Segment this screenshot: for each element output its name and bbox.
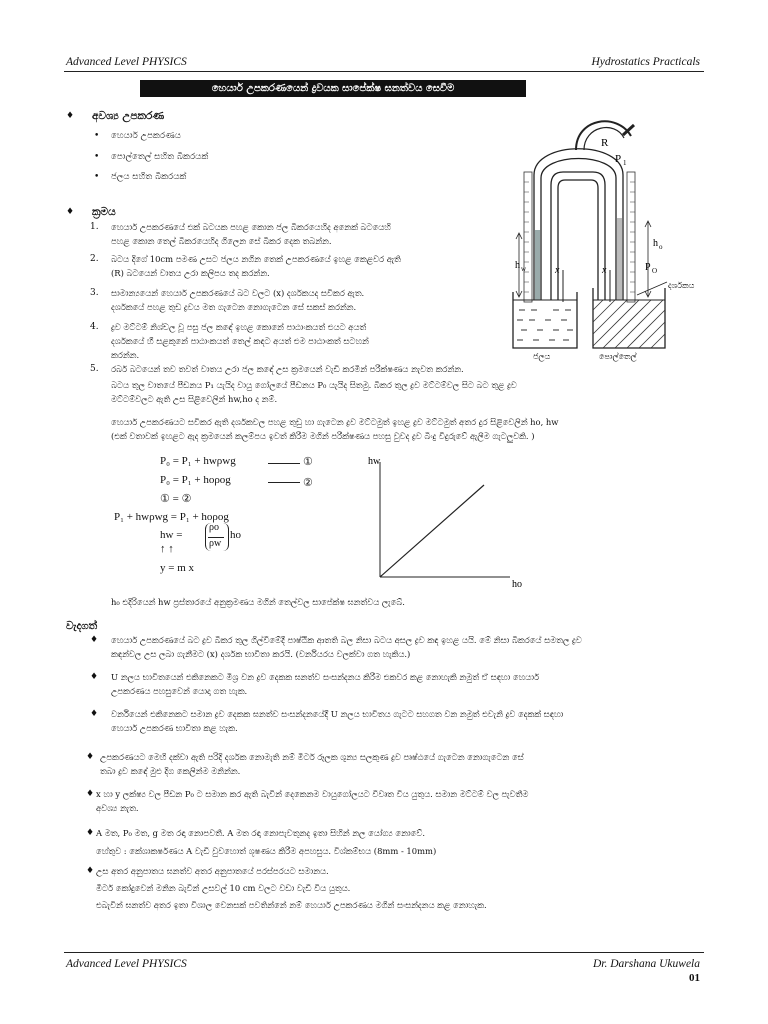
header-left: Advanced Level PHYSICS xyxy=(66,56,187,68)
note-item: උපකරණය පහසුවෙන් යොදා ගත හැක. xyxy=(111,686,248,696)
apparatus-item: පොල්තෙල් සහිත බීකරයක් xyxy=(111,152,209,162)
equation-5-lhs: hw = xyxy=(160,529,183,541)
step-text: සාමාන්‍යයෙන් හෙයාර් උපකරණයේ බට වලට (x) දර්ශකයද සවිකර ඇත. xyxy=(111,288,365,298)
label-ho: h xyxy=(653,238,658,249)
footer-right: Dr. Darshana Ukuwela xyxy=(592,958,700,970)
step-text: කරන්න. xyxy=(111,350,140,360)
notes-heading: වැදගත් xyxy=(66,620,98,632)
bullet-icon: ♦ xyxy=(66,207,75,217)
bullet-icon: • xyxy=(94,152,100,162)
method-paragraph: බටය තුල වාතයේ පීඩනය P₁ යැයිද වායු ගෝලයේ පීඩනය P₀ යැයිද සිතමු. බීකර තුල ද්‍රව මට්ටම්වල සිට බට තුළ ද්‍රව xyxy=(111,380,517,390)
label-P0: P xyxy=(645,262,651,273)
note-item: x හා y ලක්ෂ්‍ය වල පීඩන P₀ ට සමාන කර ඇති බැවින් දෙකෙනම වායුගෝලයට විවෘත විය යුතුය. සමාන මට්ටම් වල පැවතීම xyxy=(96,789,529,799)
step-number: 4. xyxy=(90,322,99,332)
equation-5-den: ρw xyxy=(209,538,222,549)
equation-2-line xyxy=(268,482,300,483)
note-item: උපකරණයට මෙහි දක්වා ඇති පරිදි දර්ශක නොමැති නම් මීටර් රූලක ශුන්‍ය සලකුණ ද්‍රව පෘෂ්ඨයේ ගැටෙන නොගැටෙන සේ xyxy=(100,752,524,762)
equation-4: P₁ + hwρwg = P₁ + hoρog xyxy=(114,511,229,523)
note-item: කඳන්වල උස ලබා ගැනීමට (x) දර්ශක භාවිතා කරයි. (වර්නියරය වලක්වා ගත හැකිය.) xyxy=(111,649,411,659)
step-number: 3. xyxy=(90,288,99,298)
step-text: පහළ කොන තෙල් බීකරයෙහිද ගිලෙන සේ බීකර දෙක තබන්න. xyxy=(111,236,332,246)
bullet-icon: ♦ xyxy=(90,672,99,682)
note-item: වර්නියෙන් එකිනෙකට සමාන ද්‍රව දෙකක ඝනත්ව සංසන්දනයේදී U නලය භාවිතය ගැටට සහගත වන නමුත් එවැනි ද්‍රව දෙකක් සඳහා xyxy=(111,709,564,719)
step-text: බටය දිගේ 10cm පමණ උසට ජලය නගින තෙක් උපකරණයේ ඉහළ කෙළවර ඇති xyxy=(111,254,401,264)
y-axis-label: hw xyxy=(368,456,381,467)
label-R: R xyxy=(601,137,609,149)
equation-5-num: ρo xyxy=(209,522,219,533)
step-text: හෙයාර් උපකරණයේ එක් බටයක පහළ කොන ජල බීකරයෙහිද අනෙක් බටයෙහි xyxy=(111,222,391,232)
equation-6: y = m x xyxy=(160,562,195,574)
apparatus-item: ජලය සහිත බීකරයක් xyxy=(111,172,187,182)
apparatus-item: හෙයාර් උපකරණය xyxy=(111,131,181,141)
bullet-icon: ♦ xyxy=(86,789,95,799)
equation-2: P₀ = P₁ + hoρog xyxy=(160,474,231,486)
label-hw-sub: w xyxy=(521,265,527,273)
label-P1: P xyxy=(615,153,622,165)
header-right: Hydrostatics Practicals xyxy=(591,56,700,68)
label-x-left: x xyxy=(555,265,560,276)
bullet-icon: ♦ xyxy=(86,752,95,762)
note-extra: උස අතර අනුපාතය ඝනත්ව අතර අනුපාතයේ පරස්පරයට සමානය. xyxy=(96,866,329,876)
equation-1-line xyxy=(268,463,300,464)
step-number: 1. xyxy=(90,222,99,232)
label-scale: දර්ශකය xyxy=(668,281,695,290)
label-oil: පොල්තෙල් xyxy=(599,352,637,361)
page-title: හෙයාර් උපකරණයෙන් ද්‍රවයක සාපේක්ෂ ඝනත්වය සෙවීම xyxy=(140,80,526,97)
note-item: A මත, P₀ මත, g මත රඳා නොපවතී. A මත රඳා නොපැවතුනද ඉතා සිහින් නල යෝග්‍ය නොවේ. xyxy=(96,828,426,838)
hare-apparatus-diagram xyxy=(505,110,705,365)
note-item: තබා ද්‍රව කඳේ මුළු දිග කෙලින්ම මනින්න. xyxy=(100,766,241,776)
note-item: U නලය භාවිතයෙන් එකිනෙකට මිශ්‍ර වන ද්‍රව දෙකක ඝනත්ව සංසන්දනය කිරීම එකවර කළ නොහැකි නමුත් ඒ සඳහා හෙයාර් xyxy=(111,672,540,682)
step-text: (R) බටයෙන් වාතය උරා කලිපය තද කරන්න. xyxy=(111,268,270,278)
equation-1: P₀ = P₁ + hwρwg xyxy=(160,455,236,467)
note-item: අවශ්‍ය නැත. xyxy=(96,803,139,813)
equation-arrows: ↑ ↑ xyxy=(160,543,174,555)
method-heading: ක්‍රමය xyxy=(92,206,116,218)
page-number: 01 xyxy=(689,972,700,984)
header-rule xyxy=(64,71,704,72)
note-item: හෙයාර් උපකරණයේ බට ද්‍රව බීකර තුල ගිල්වීමේදී පාෂ්ඨික ආතති බල නිසා බටය අසල ද්‍රව කඳ ඉහළ යයි. මේ නිසා බීකරයේ සමතල ද්‍රව xyxy=(111,635,582,645)
method-paragraph: (එක් වතාවක් ඉහළට ඇද ක්‍රමයෙන් කලම්පය ඉවත් කිරීම මගින් පරීක්ෂණය පහසු වුවද ද්‍රව බිංදු වීදුරුවේ ඇලීම ගැටලුවකි. ) xyxy=(111,431,535,441)
bullet-icon: ♦ xyxy=(86,828,95,838)
bullet-icon: ♦ xyxy=(66,111,75,121)
step-number: 2. xyxy=(90,254,99,264)
label-P1-sub: 1 xyxy=(623,159,627,167)
equation-1-tag: ① xyxy=(303,456,313,468)
label-hw: h xyxy=(515,260,520,271)
note-item: හෙයාර් උපකරණ භාවිතා කළ හැක. xyxy=(111,723,238,733)
footer-left: Advanced Level PHYSICS xyxy=(66,958,187,970)
label-ho-sub: o xyxy=(659,243,663,251)
hw-vs-ho-graph xyxy=(360,452,540,592)
note-extra: මීටර් කෝදුවෙන් මනින බැවින් උසවල් 10 cm වලට වඩා වැඩි විය යුතුය. xyxy=(96,883,351,893)
equation-2-tag: ② xyxy=(303,477,313,489)
graph-caption: h₀ එදිරියෙන් hw ප්‍රස්තාරයේ අනුක්‍රමණය මගින් තෙල්වල සාපේක්ෂ ඝනත්වය ලැබේ. xyxy=(111,597,405,607)
note-reason: හේතුව : කේශාකර්ෂණය A වැඩි වුවහොත් ශූෂණය කිරීම අපහසුය. විශ්කම්භය (8mm - 10mm) xyxy=(96,846,437,856)
step-text: දර්ශකයේ පහළ තුඩ ද්‍රවය මත ගැටෙන නොගැටෙන සේ සකස් කරන්න. xyxy=(111,302,357,312)
bullet-icon: ♦ xyxy=(86,866,95,876)
bullet-icon: • xyxy=(94,131,100,141)
apparatus-heading: අවශ්‍ය උපකරණ xyxy=(92,110,165,122)
step-text: ද්‍රව මට්ටම් නිශ්චල වූ පසු ජල කඳේ ඉහළ කොනේ පාඨාංකයත් එයට අයත් xyxy=(111,322,367,332)
series-line xyxy=(380,485,484,577)
method-paragraph: මට්ටම්වලට ඇති උස සිළිවෙලින් hw,ho ද නම්. xyxy=(111,394,278,404)
equation-3: ① = ② xyxy=(160,493,192,505)
bullet-icon: ♦ xyxy=(90,709,99,719)
step-text: දර්ශකයේ හී සළකුනේ පාඨාංකයත් තෙල් කඳට අයත් එම පාඨාංකත් සටහන් xyxy=(111,336,369,346)
method-paragraph: හෙයාර් උපකරණයට සවිකර ඇති දර්ශකවල පහළ තුඩු හා ගැටෙන ද්‍රව මට්ටමුත් ඉහළ ද්‍රව මට්ටමුත් අතර දුර සිළිවෙලින් ho, hw xyxy=(111,417,559,427)
label-water: ජලය xyxy=(533,352,551,361)
step-text: රබර් බටයෙන් තව තවත් වාතය උරා ජල කඳේ උස ක්‍රමයෙන් වැඩි කරමින් පරීක්ෂණය නැවත කරන්න. xyxy=(111,364,464,374)
equation-5-rhs: ho xyxy=(230,529,241,541)
bullet-icon: ♦ xyxy=(90,635,99,645)
label-x-right: x xyxy=(602,265,607,276)
bullet-icon: • xyxy=(94,172,100,182)
label-P0-sub: O xyxy=(652,267,658,275)
step-number: 5. xyxy=(90,364,99,374)
x-axis-label: ho xyxy=(512,579,522,590)
note-extra: එබැවින් ඝනත්ව අතර ඉතා විශාල වෙනසක් පවතින්නේ නම් හෙයාර් උපකරණය මගින් සංසන්දනය කළ නොහැක. xyxy=(96,900,487,910)
footer-rule xyxy=(64,952,704,953)
